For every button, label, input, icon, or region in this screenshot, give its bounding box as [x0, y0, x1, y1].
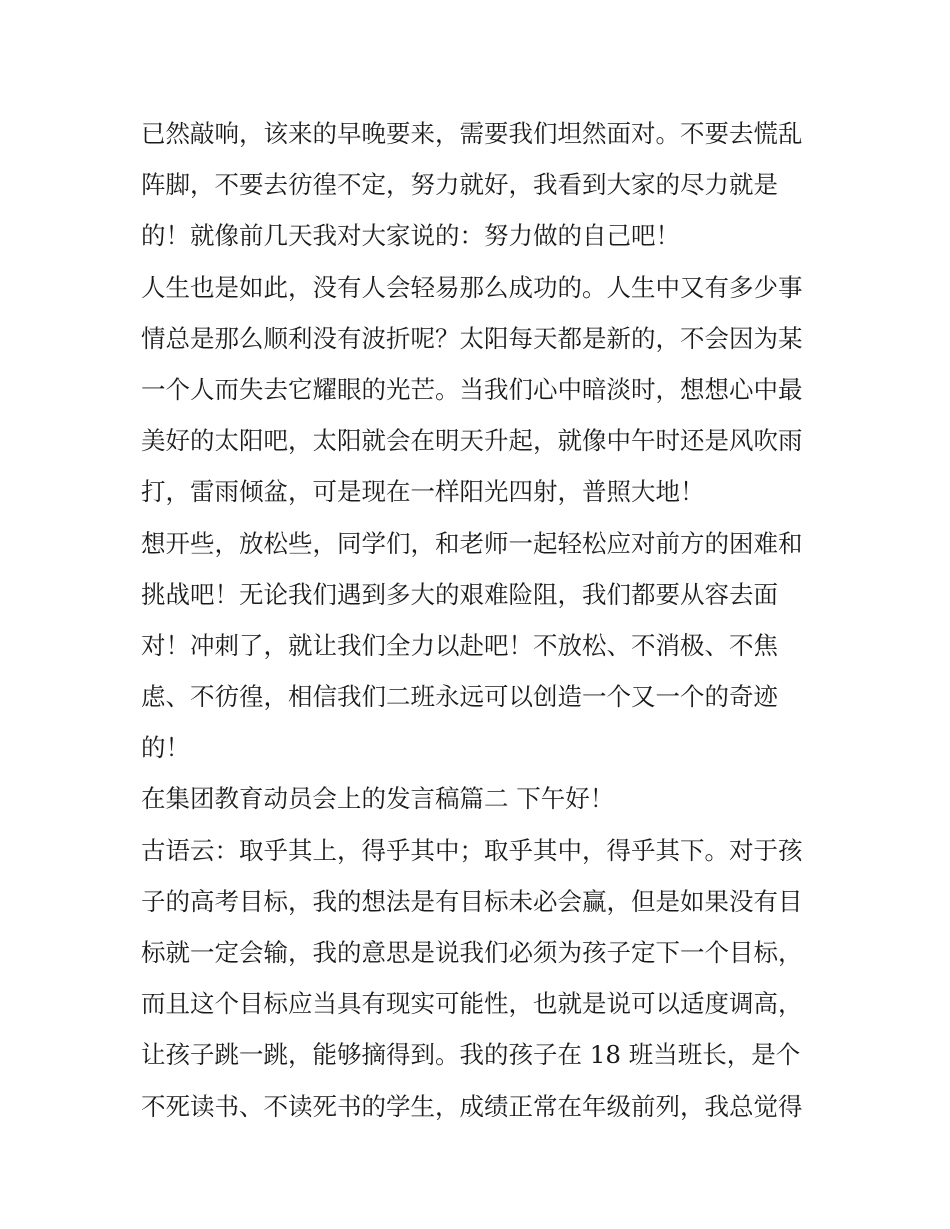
section-heading: 在集团教育动员会上的发言稿篇二 下午好！ [141, 784, 615, 814]
text-line: 想开些，放松些，同学们，和老师一起轻松应对前方的困难和 [141, 528, 803, 558]
text-line: 阵脚，不要去彷徨不定，努力就好，我看到大家的尽力就是 [141, 170, 778, 200]
text-line: 挑战吧！无论我们遇到多大的艰难险阻，我们都要从容去面 [141, 579, 778, 609]
text-line: 不死读书、不读死书的学生，成绩正常在年级前列，我总觉得 [141, 1091, 803, 1121]
text-line: 美好的太阳吧，太阳就会在明天升起，就像中午时还是风吹雨 [141, 426, 803, 456]
text-line: 对！冲刺了，就让我们全力以赴吧！不放松、不消极、不焦 [141, 630, 778, 660]
text-line: 一个人而失去它耀眼的光芒。当我们心中暗淡时，想想心中最 [141, 374, 803, 404]
text-line: 人生也是如此，没有人会轻易那么成功的。人生中又有多少事 [141, 272, 803, 302]
text-line: 让孩子跳一跳，能够摘得到。我的孩子在 18 班当班长，是个 [141, 1040, 801, 1070]
text-line: 情总是那么顺利没有波折呢？太阳每天都是新的，不会因为某 [141, 323, 803, 353]
document-body [141, 108, 821, 1132]
text-line: 的！ [141, 733, 190, 763]
text-line: 古语云：取乎其上，得乎其中；取乎其中，得乎其下。对于孩 [141, 835, 803, 865]
text-line: 而且这个目标应当具有现实可能性，也就是说可以适度调高， [141, 989, 803, 1019]
text-line: 子的高考目标，我的想法是有目标未必会赢，但是如果没有目 [141, 886, 803, 916]
text-line: 虑、不彷徨，相信我们二班永远可以创造一个又一个的奇迹 [141, 682, 778, 712]
text-line: 打，雷雨倾盆，可是现在一样阳光四射，普照大地！ [141, 477, 705, 507]
text-line: 的！就像前几天我对大家说的：努力做的自己吧！ [141, 221, 680, 251]
text-line: 标就一定会输，我的意思是说我们必须为孩子定下一个目标， [141, 938, 803, 967]
text-line: 已然敲响，该来的早晚要来，需要我们坦然面对。不要去慌乱 [141, 119, 803, 148]
